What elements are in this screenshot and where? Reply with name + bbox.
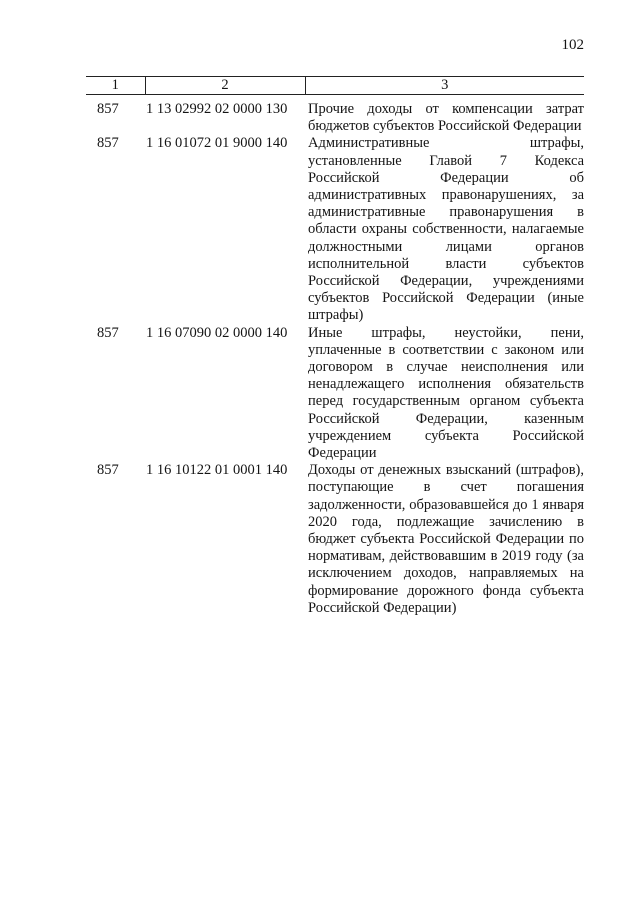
- budget-code-cell: 1 16 07090 02 0000 140: [146, 324, 288, 341]
- admin-code-cell: 857: [97, 462, 119, 479]
- budget-code-cell: 1 16 10122 01 0001 140: [146, 462, 288, 479]
- page-number: 102: [561, 37, 584, 53]
- budget-code-cell: 1 16 01072 01 9000 140: [146, 135, 288, 152]
- table-header-row: [86, 77, 584, 95]
- admin-code-cell: 857: [97, 101, 119, 117]
- revenue-codes-table: [86, 76, 584, 617]
- revenue-name-cell: Иные штрафы, неустойки, пени, уплаченные в соответствии с законом или договором в случае неисполнения или ненадлежащего исполнения обязательств перед государственным органом субъекта Российской Федерации, казенным учреждением субъекта Российской Федерации: [308, 324, 584, 462]
- admin-code-cell: 857: [97, 324, 119, 341]
- revenue-name-cell: Административные штрафы, установленные Главой 7 Кодекса Российской Федерации об административных правонарушениях, за административные правонарушения в области охраны собственности, налагаемые должностными лицами органов исполнительной власти субъектов Российской Федерации, учреждениями субъектов Российской Федерации (иные штрафы): [308, 135, 584, 324]
- admin-code-cell: 857: [97, 135, 119, 152]
- column-header-3: 3: [305, 77, 584, 95]
- table-row: [86, 325, 584, 463]
- table-row: [86, 95, 584, 136]
- budget-code-cell: 1 13 02992 02 0000 130: [146, 101, 288, 117]
- table-row: [86, 462, 584, 617]
- column-header-1: 1: [86, 77, 145, 95]
- column-header-2: 2: [145, 77, 305, 95]
- revenue-name-cell: Доходы от денежных взысканий (штрафов), поступающие в счет погашения задолженности, образовавшейся до 1 января 2020 года, подлежащие зачислению в бюджет субъекта Российской Федерации по нормативам, действовавшим в 2019 году (за исключением доходов, направляемых на формирование дорожного фонда субъекта Российской Федерации): [308, 462, 584, 616]
- table-row: [86, 135, 584, 324]
- revenue-name-cell: Прочие доходы от компенсации затрат бюджетов субъектов Российской Федерации: [308, 101, 584, 135]
